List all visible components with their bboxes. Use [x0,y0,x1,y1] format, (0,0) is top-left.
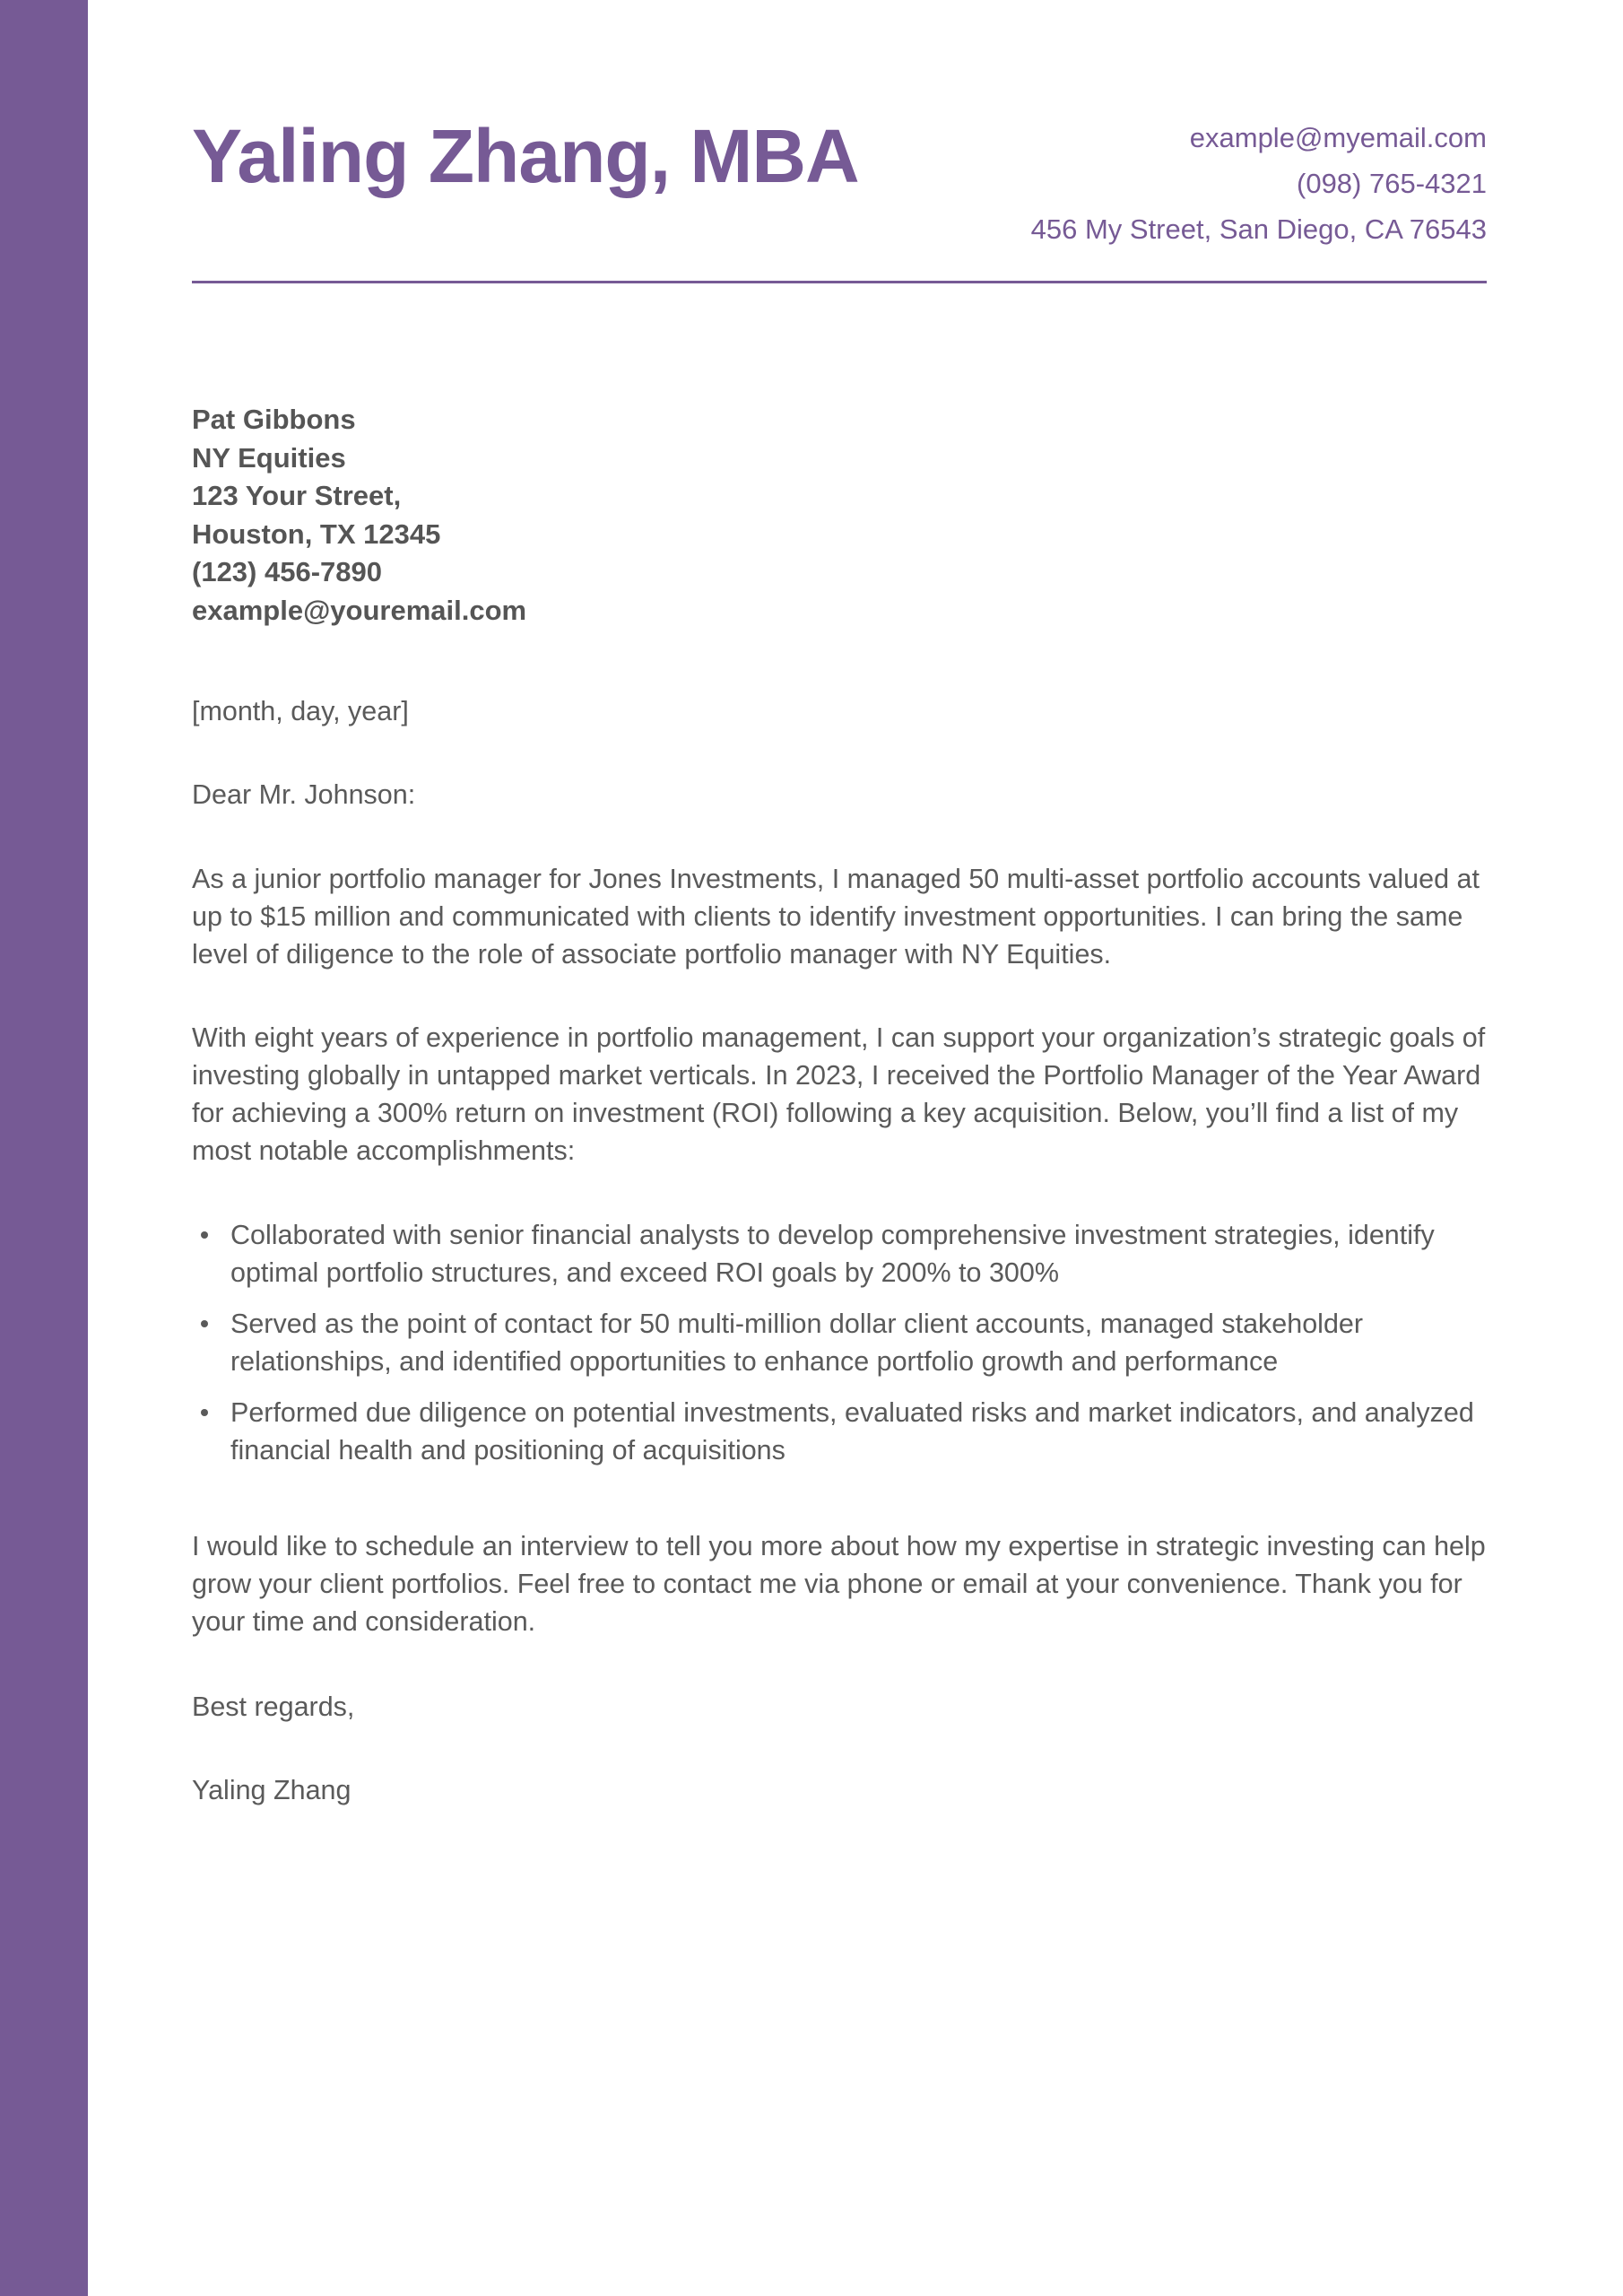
list-item-text: Served as the point of contact for 50 multi-million dollar client accounts, managed stakeholder relationships, and identified opportunities to enhance portfolio growth and performance [230,1309,1364,1377]
recipient-block [192,401,526,630]
header-divider [192,281,1487,283]
accomplishments-list [192,1216,1487,1483]
paragraph-intro-text: As a junior portfolio manager for Jones Investments, I managed 50 multi-asset portfolio accounts valued at up to $15 million and communicated with clients to identify investment opportunities. I can bring the same level of diligence to the role of associate portfolio manager with NY Equities. [192,864,1480,970]
recipient-street: 123 Your Street, [192,480,402,511]
sender-address: 456 My Street, San Diego, CA 76543 [1030,213,1487,245]
signature-name: Yaling Zhang [192,1775,352,1805]
recipient-name: Pat Gibbons [192,404,356,435]
bullet-icon [201,1320,208,1327]
list-item [192,1305,1487,1380]
recipient-phone: (123) 456-7890 [192,556,382,587]
list-item [192,1216,1487,1292]
list-item-text: Performed due diligence on potential investments, evaluated risks and market indicators, and analyzed financial health and positioning of acquisitions [230,1397,1474,1465]
bullet-icon [201,1231,208,1239]
recipient-company: NY Equities [192,441,346,474]
paragraph-intro [192,860,1487,973]
sender-name: Yaling Zhang, MBA [192,114,859,198]
bullet-icon [201,1409,208,1416]
paragraph-experience [192,1019,1487,1170]
recipient-city: Houston, TX 12345 [192,517,441,550]
accent-side-bar [0,0,88,2296]
closing-phrase: Best regards, [192,1692,355,1722]
sender-contact-block [1031,115,1487,252]
letter-date: [month, day, year] [192,696,409,726]
salutation: Dear Mr. Johnson: [192,779,416,810]
sender-email: example@myemail.com [1189,122,1487,153]
paragraph-experience-text: With eight years of experience in portfolio management, I can support your organization’s strategic goals of investing globally in untapped market verticals. In 2023, I received the Portfolio Manager of the Year Award for achieving a 300% return on investment (ROI) following a key acquisition. Below, you’ll find a list of my most notable accomplishments: [192,1022,1486,1166]
sender-phone: (098) 765-4321 [1297,168,1487,199]
list-item [192,1394,1487,1469]
list-item-text: Collaborated with senior financial analysts to develop comprehensive investment strategies, identify optimal portfolio structures, and exceed ROI goals by 200% to 300% [230,1220,1435,1288]
paragraph-closing [192,1527,1487,1640]
paragraph-closing-text: I would like to schedule an interview to tell you more about how my expertise in strategic investing can help grow your client portfolios. Feel free to contact me via phone or email at your convenience. Thank you for your time and consideration. [192,1531,1486,1637]
recipient-email: example@youremail.com [192,594,527,626]
